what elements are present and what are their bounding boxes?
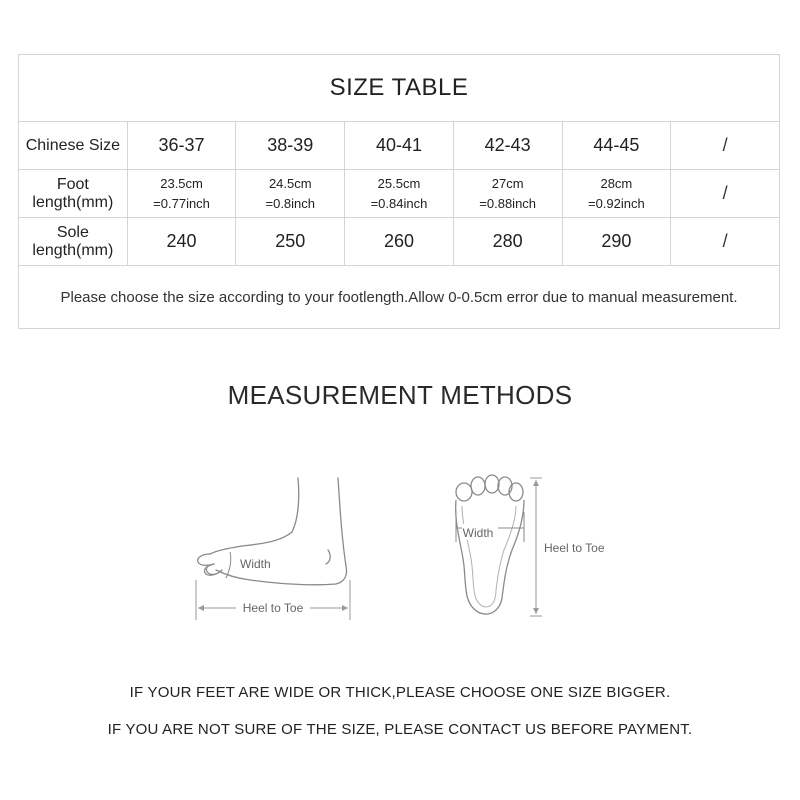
table-cell: / (671, 170, 780, 218)
table-cell: 250 (236, 218, 345, 266)
table-cell: 44-45 (562, 122, 671, 170)
notice-wide-feet: IF YOUR FEET ARE WIDE OR THICK,PLEASE CHOOSE ONE SIZE BIGGER. (129, 684, 671, 701)
table-cell: / (671, 218, 780, 266)
arrow-right-icon (342, 605, 348, 611)
foot-side-view-illustration (180, 470, 370, 620)
cell-inch: =0.88inch (479, 195, 537, 211)
cell-cm: 28cm (600, 175, 633, 191)
row-label: Foot length(mm) (19, 170, 128, 218)
table-cell (453, 170, 562, 218)
cell-inch: =0.92inch (587, 195, 645, 211)
table-cell: 280 (453, 218, 562, 266)
table-cell: 40-41 (345, 122, 454, 170)
cell-inch: =0.84inch (370, 195, 428, 211)
cell-cm: 27cm (491, 175, 524, 191)
side-length-label: Heel to Toe (242, 601, 304, 615)
cell-cm: 25.5cm (377, 175, 421, 191)
top-length-label: Heel to Toe (544, 541, 605, 555)
row-label: Sole length(mm) (19, 218, 128, 266)
arrow-left-icon (198, 605, 204, 611)
table-row-sole-length (19, 218, 780, 266)
table-cell (127, 170, 236, 218)
table-row-chinese-size (19, 122, 780, 170)
cell-inch: =0.8inch (265, 195, 316, 211)
size-note: Please choose the size according to your footlength.Allow 0-0.5cm error due to manual measurement. (19, 266, 780, 329)
size-table-title: SIZE TABLE (19, 55, 780, 122)
table-cell: 260 (345, 218, 454, 266)
table-cell: 38-39 (236, 122, 345, 170)
table-cell: 42-43 (453, 122, 562, 170)
footprint-outline (456, 475, 524, 614)
notice-contact-us: IF YOU ARE NOT SURE OF THE SIZE, PLEASE CONTACT US BEFORE PAYMENT. (107, 721, 693, 738)
table-cell: 36-37 (127, 122, 236, 170)
side-width-label: Width (240, 557, 271, 571)
table-cell: 240 (127, 218, 236, 266)
measurement-methods-title: MEASUREMENT METHODS (227, 380, 573, 410)
foot-side-outline (198, 478, 347, 585)
table-cell: / (671, 122, 780, 170)
table-cell (345, 170, 454, 218)
row-label: Chinese Size (19, 122, 128, 170)
size-table (18, 54, 780, 329)
arrow-up-icon (533, 480, 539, 486)
top-width-label: Width (462, 526, 494, 540)
cell-cm: 24.5cm (268, 175, 312, 191)
table-cell (236, 170, 345, 218)
table-row-foot-length (19, 170, 780, 218)
table-cell (562, 170, 671, 218)
cell-cm: 23.5cm (160, 175, 203, 191)
foot-top-view-illustration (440, 466, 620, 622)
table-cell: 290 (562, 218, 671, 266)
arrow-down-icon (533, 608, 539, 614)
cell-inch: =0.77inch (153, 195, 210, 211)
